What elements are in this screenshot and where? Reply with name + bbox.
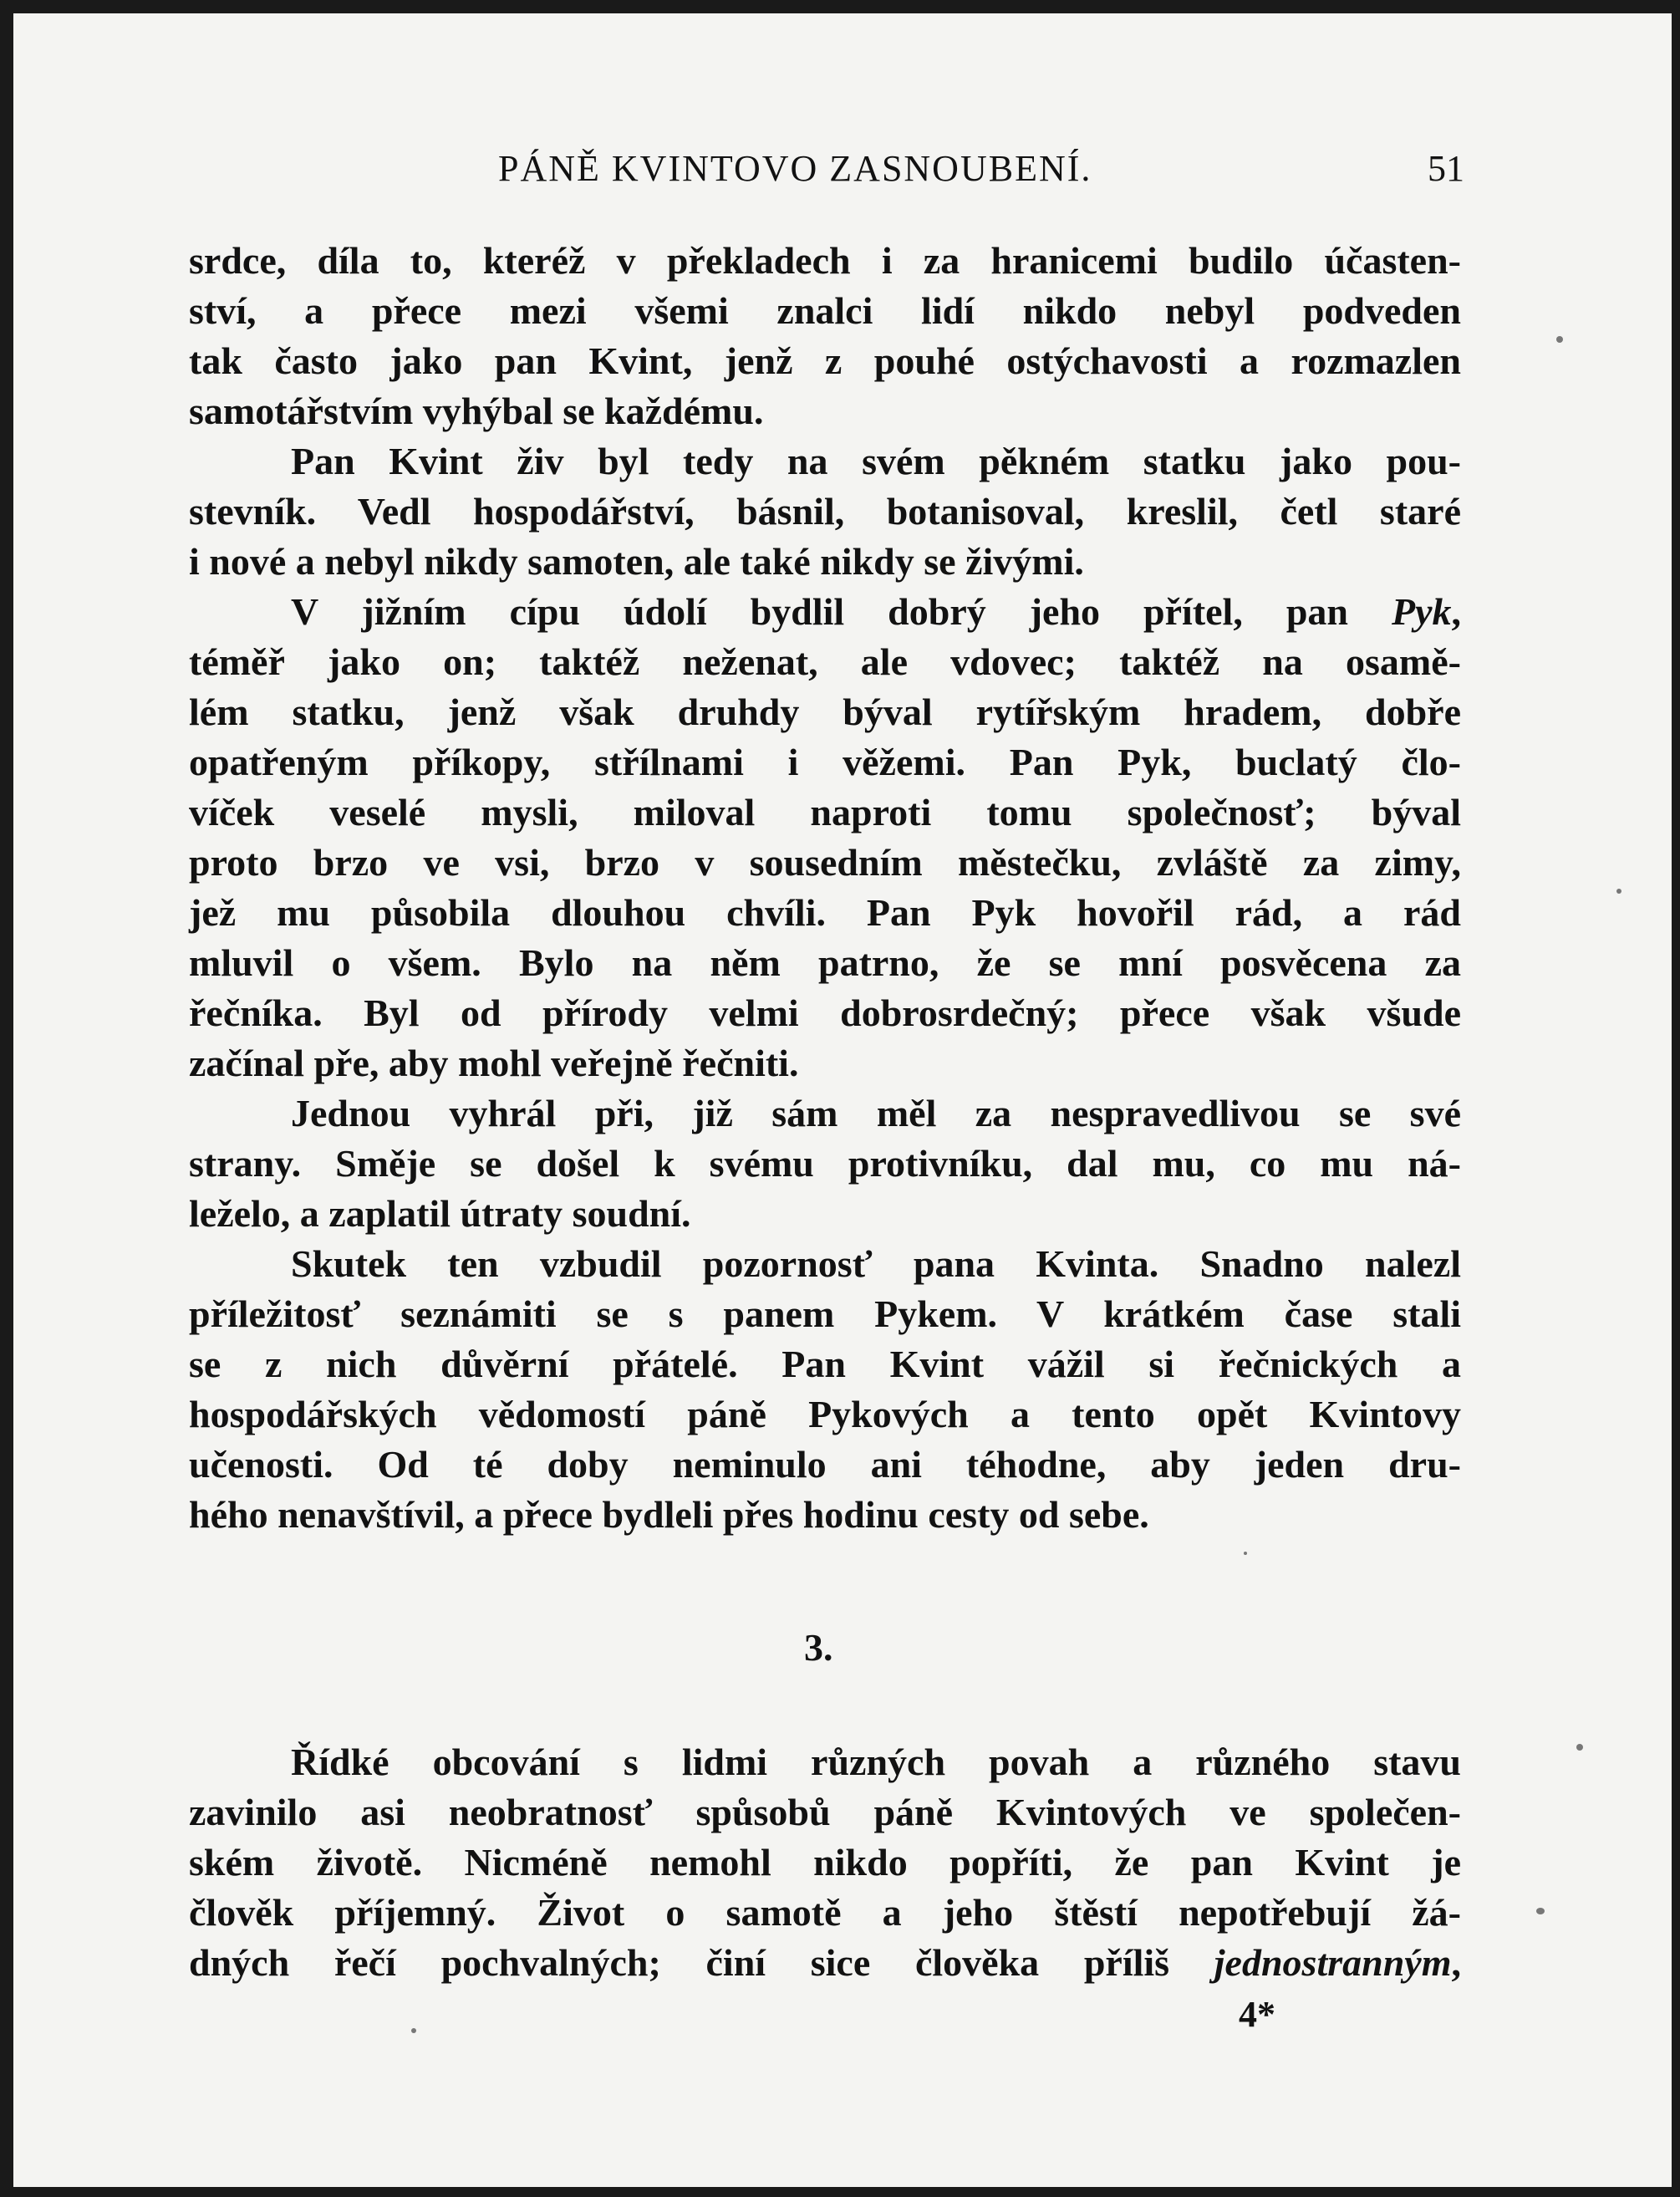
running-title: PÁNĚ KVINTOVO ZASNOUBENÍ. [498, 148, 1092, 189]
text-line: ském životě. Nicméně nemohl nikdo popříti, že pan Kvint je [189, 1841, 1461, 1884]
text-line: Jednou vyhrál při, již sám měl za nespravedlivou se své [291, 1092, 1461, 1134]
text-line: člověk příjemný. Život o samotě a jeho štěstí nepotřebují žá- [189, 1891, 1461, 1934]
scan-speck [1616, 889, 1621, 894]
text-line: začínal pře, aby mohl veřejně řečniti. [189, 1042, 799, 1084]
text-line: strany. Směje se došel k svému protivníku, dal mu, co mu ná- [189, 1142, 1461, 1185]
printer-signature: 4* [1239, 1994, 1275, 2035]
scan-speck [1536, 1908, 1545, 1914]
scan-speck [1244, 1552, 1247, 1555]
text-line: srdce, díla to, kteréž v překladech i za hranicemi budilo účasten- [189, 239, 1461, 282]
text-line: řečníka. Byl od přírody velmi dobrosrdečný; přece však všude [189, 991, 1461, 1034]
page-number: 51 [1428, 148, 1464, 189]
text-line: Řídké obcování s lidmi různých povah a různého stavu [291, 1741, 1461, 1783]
italic-word: jednostranným [1214, 1941, 1452, 1984]
text-line: jež mu působila dlouhou chvíli. Pan Pyk hovořil rád, a rád [189, 891, 1461, 934]
italic-word-comma: , [1451, 1941, 1461, 1984]
scan-edge-top [0, 0, 1680, 13]
scan-speck [1576, 1744, 1583, 1751]
scan-edge-bottom [0, 2187, 1680, 2197]
text-line: hého nenavštívil, a přece bydleli přes hodinu cesty od sebe. [189, 1493, 1149, 1536]
text-line: proto brzo ve vsi, brzo v sousedním městečku, zvláště za zimy, [189, 841, 1461, 884]
text-line-start: dných řečí pochvalných; činí sice člověka příliš [189, 1941, 1214, 1984]
text-line [189, 587, 1461, 637]
italic-name-comma: , [1451, 590, 1461, 633]
italic-name: Pyk [1391, 590, 1452, 633]
text-line-start: V jižním cípu údolí bydlil dobrý jeho přítel, pan [291, 590, 1392, 633]
text-line: zavinilo asi neobratnosť spůsobů páně Kvintových ve společen- [189, 1791, 1461, 1833]
main-text [189, 236, 1461, 1540]
text-line [189, 1938, 1461, 1988]
text-line: stevník. Vedl hospodářství, básnil, botanisoval, kreslil, četl staré [189, 490, 1461, 533]
text-line: se z nich důvěrní přátelé. Pan Kvint vážil si řečnických a [189, 1343, 1461, 1385]
text-line: i nové a nebyl nikdy samoten, ale také nikdy se živými. [189, 540, 1084, 583]
scan-speck [411, 2028, 416, 2033]
scan-edge-left [0, 0, 13, 2197]
scan-edge-right [1672, 0, 1680, 2197]
text-line: téměř jako on; taktéž neženat, ale vdovec; taktéž na osamě- [189, 640, 1461, 683]
text-line: Skutek ten vzbudil pozornosť pana Kvinta. Snadno nalezl [291, 1242, 1461, 1285]
text-line: ství, a přece mezi všemi znalci lidí nikdo nebyl podveden [189, 289, 1461, 332]
text-line: samotářstvím vyhýbal se každému. [189, 390, 764, 432]
paragraph-2 [189, 436, 1461, 587]
paragraph-4 [189, 1088, 1461, 1239]
text-line: učenosti. Od té doby neminulo ani téhodne, aby jeden dru- [189, 1443, 1461, 1486]
scan-speck [1556, 336, 1563, 343]
paragraph-6 [189, 1737, 1461, 1988]
text-line: opatřeným příkopy, střílnami i věžemi. Pan Pyk, buclatý člo- [189, 741, 1461, 783]
paragraph-1 [189, 236, 1461, 436]
paragraph-5 [189, 1239, 1461, 1540]
text-line: víček veselé mysli, miloval naproti tomu společnosť; býval [189, 791, 1461, 833]
text-line: hospodářských vědomostí páně Pykových a tento opět Kvintovy [189, 1393, 1461, 1435]
paragraph-3 [189, 587, 1461, 1088]
text-line: tak často jako pan Kvint, jenž z pouhé ostýchavosti a rozmazlen [189, 339, 1461, 382]
text-line: Pan Kvint živ byl tedy na svém pěkném statku jako pou- [291, 440, 1461, 482]
text-line: příležitosť seznámiti se s panem Pykem. V krátkém čase stali [189, 1292, 1461, 1335]
text-line: lém statku, jenž však druhdy býval rytířským hradem, dobře [189, 691, 1461, 733]
section-text [189, 1737, 1461, 1988]
text-line: leželo, a zaplatil útraty soudní. [189, 1192, 691, 1235]
text-line: mluvil o všem. Bylo na něm patrno, že se mní posvěcena za [189, 941, 1461, 984]
section-number: 3. [804, 1626, 833, 1669]
